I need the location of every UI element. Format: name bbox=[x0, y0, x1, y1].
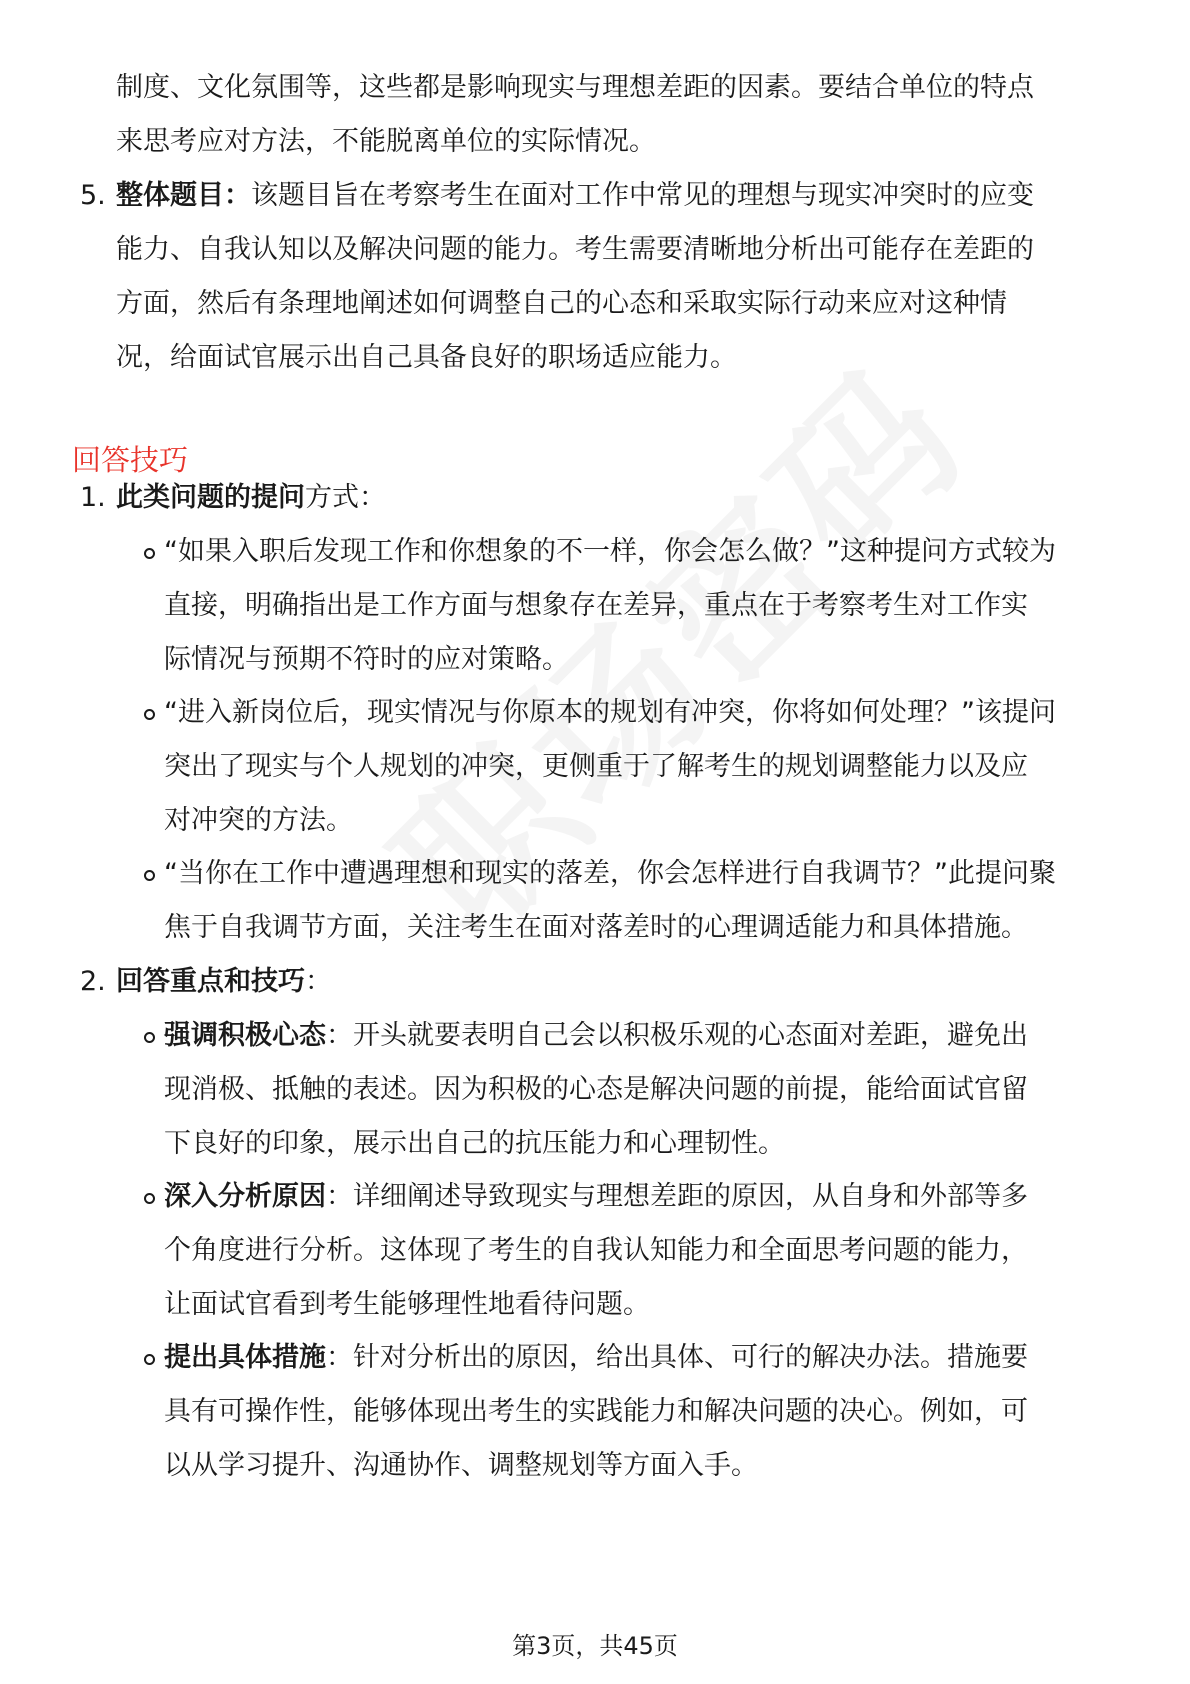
bullet-text: 针对分析出的原因，给出具体、可行的解决办法。措施要 bbox=[353, 1342, 1028, 1373]
bullet-bold-term: 提出具体措施 bbox=[164, 1342, 326, 1373]
list-item-title bbox=[116, 962, 332, 1002]
page-number: 第3页，共45页 bbox=[512, 1632, 678, 1660]
bullet-line: 对冲突的方法。 bbox=[164, 805, 353, 836]
list-item bbox=[116, 176, 1034, 216]
item-text-line: 况，给面试官展示出自己具备良好的职场适应能力。 bbox=[116, 342, 737, 373]
list-item-title-bold: 此类问题的提问 bbox=[116, 482, 305, 513]
item-title-colon: ： bbox=[224, 180, 251, 211]
bullet-colon: ： bbox=[326, 1342, 353, 1373]
bullet-icon bbox=[144, 1032, 155, 1043]
section-heading: 回答技巧 bbox=[72, 443, 189, 477]
list-item-title-bold: 回答重点和技巧 bbox=[116, 966, 305, 997]
bullet-text: 开头就要表明自己会以积极乐观的心态面对差距，避免出 bbox=[353, 1020, 1028, 1051]
bullet-line: 让面试官看到考生能够理性地看待问题。 bbox=[164, 1289, 650, 1320]
bullet-line: 直接，明确指出是工作方面与想象存在差异，重点在于考察考生对工作实 bbox=[164, 590, 1028, 621]
item-title: 整体题目 bbox=[116, 180, 224, 211]
bullet-line: “当你在工作中遭遇理想和现实的落差，你会怎样进行自我调节？”此提问聚 bbox=[164, 858, 1056, 889]
bullet-line: 下良好的印象，展示出自己的抗压能力和心理韧性。 bbox=[164, 1128, 785, 1159]
bullet-icon bbox=[144, 709, 155, 720]
bullet-first-line bbox=[164, 1338, 1028, 1378]
bullet-colon: ： bbox=[326, 1181, 353, 1212]
intro-line: 制度、文化氛围等，这些都是影响现实与理想差距的因素。要结合单位的特点 bbox=[116, 72, 1034, 103]
bullet-line: 焦于自我调节方面，关注考生在面对落差时的心理调适能力和具体措施。 bbox=[164, 912, 1028, 943]
bullet-icon bbox=[144, 1354, 155, 1365]
bullet-line: 突出了现实与个人规划的冲突，更侧重于了解考生的规划调整能力以及应 bbox=[164, 751, 1028, 782]
bullet-icon bbox=[144, 1193, 155, 1204]
bullet-first-line bbox=[164, 1016, 1028, 1056]
bullet-text: 详细阐述导致现实与理想差距的原因，从自身和外部等多 bbox=[353, 1181, 1028, 1212]
bullet-line: 个角度进行分析。这体现了考生的自我认知能力和全面思考问题的能力， bbox=[164, 1235, 1028, 1266]
bullet-line: “如果入职后发现工作和你想象的不一样，你会怎么做？”这种提问方式较为 bbox=[164, 536, 1056, 567]
bullet-icon bbox=[144, 548, 155, 559]
list-item-title bbox=[116, 478, 386, 518]
bullet-line: “进入新岗位后，现实情况与你原本的规划有冲突，你将如何处理？”该提问 bbox=[164, 697, 1056, 728]
intro-line: 来思考应对方法，不能脱离单位的实际情况。 bbox=[116, 126, 656, 157]
list-number: 1. bbox=[80, 482, 106, 513]
item-text-line: 能力、自我认知以及解决问题的能力。考生需要清晰地分析出可能存在差距的 bbox=[116, 234, 1034, 265]
item-text-line: 方面，然后有条理地阐述如何调整自己的心态和采取实际行动来应对这种情 bbox=[116, 288, 1007, 319]
bullet-bold-term: 深入分析原因 bbox=[164, 1181, 326, 1212]
list-item-title-rest: ： bbox=[305, 966, 332, 997]
bullet-first-line bbox=[164, 1177, 1028, 1217]
list-item-title-rest: 方式： bbox=[305, 482, 386, 513]
list-number: 5. bbox=[80, 180, 106, 211]
bullet-line: 现消极、抵触的表述。因为积极的心态是解决问题的前提，能给面试官留 bbox=[164, 1074, 1028, 1105]
bullet-line: 际情况与预期不符时的应对策略。 bbox=[164, 644, 569, 675]
item-text: 该题目旨在考察考生在面对工作中常见的理想与现实冲突时的应变 bbox=[251, 180, 1034, 211]
bullet-line: 以从学习提升、沟通协作、调整规划等方面入手。 bbox=[164, 1450, 758, 1481]
bullet-icon bbox=[144, 870, 155, 881]
bullet-line: 具有可操作性，能够体现出考生的实践能力和解决问题的决心。例如，可 bbox=[164, 1396, 1028, 1427]
bullet-bold-term: 强调积极心态 bbox=[164, 1020, 326, 1051]
bullet-colon: ： bbox=[326, 1020, 353, 1051]
list-number: 2. bbox=[80, 966, 106, 997]
